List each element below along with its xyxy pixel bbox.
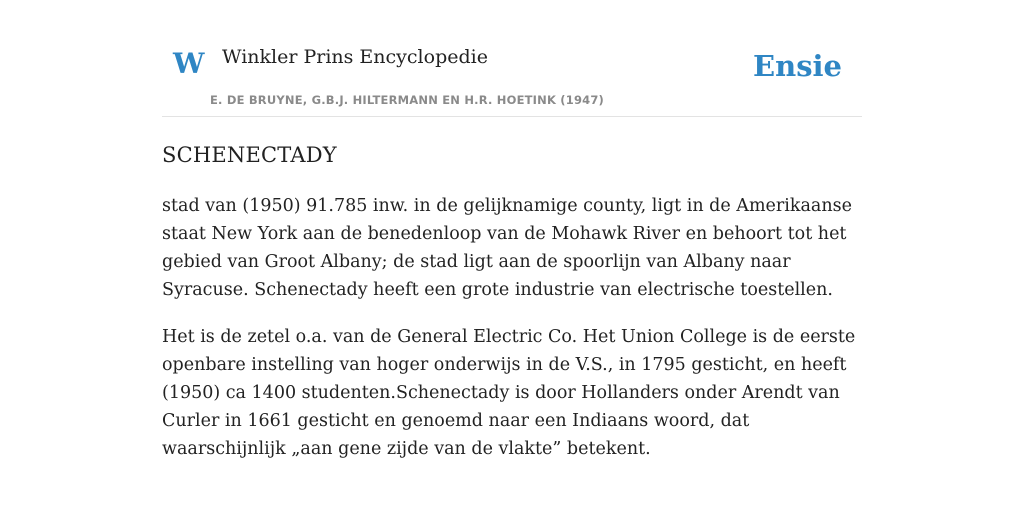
source-title[interactable]: Winkler Prins Encyclopedie [222,46,488,68]
source-header [162,0,862,117]
article-title: SCHENECTADY [162,143,337,167]
article-container [162,0,862,463]
article-paragraph-1: stad van (1950) 91.785 inw. in de gelijknamige county, ligt in de Amerikaanse staat New York aan de benedenloop van de Mohawk River en behoort tot het gebied van Groot Albany; de stad ligt aan de spoorlijn van Albany naar Syracuse. Schenectady heeft een grote industrie van electrische toestellen. [162,196,852,301]
source-logo-icon[interactable]: W [173,47,205,80]
source-authors: E. DE BRUYNE, G.B.J. HILTERMANN EN H.R. HOETINK (1947) [210,93,605,107]
article-paragraph-2: Het is de zetel o.a. van de General Electric Co. Het Union College is de eerste openbare instelling van hoger onderwijs in de V.S., in 1795 gesticht, en heeft (1950) ca 1400 studenten.Schenectady is door Hollanders onder Arendt van Curler in 1661 gesticht en genoemd naar een Indiaans woord, dat waarschijnlijk „aan gene zijde van de vlakte” betekent. [162,327,856,460]
ensie-logo[interactable]: Ensie [753,49,842,83]
